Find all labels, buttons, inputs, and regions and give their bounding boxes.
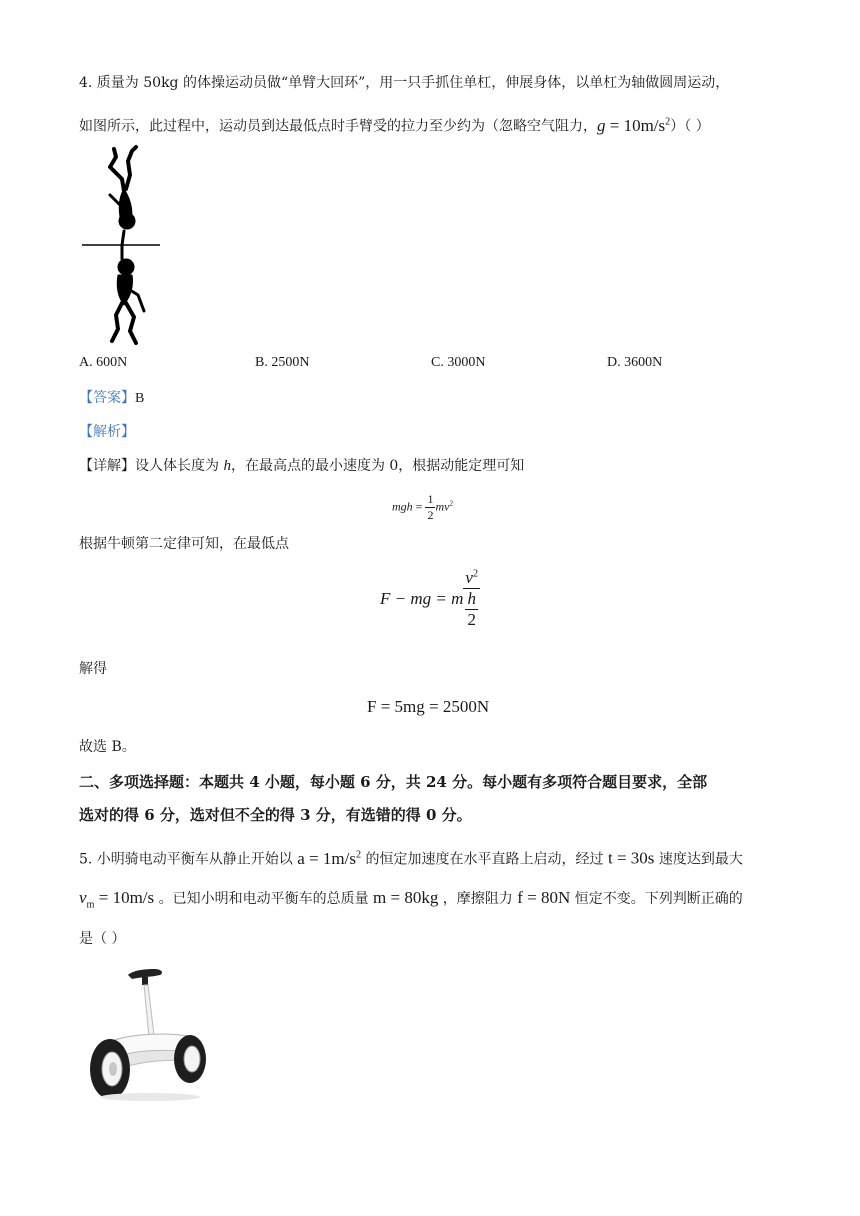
q5-l1-b: 的恒定加速度在水平直路上启动，经过 [361,851,608,868]
equation-energy [392,492,453,523]
option-b[interactable]: B. 2500N [255,355,310,370]
q4-line2-text: 如图所示，此过程中，运动员到达最低点时手臂受的拉力至少约为（忽略空气阻力， [79,118,597,135]
q4-line2 [79,112,710,137]
eq1-num: 1 [427,492,434,506]
eq1-right: mv [435,499,450,514]
eq2-v-exponent: 2 [472,568,479,580]
q4-line2-bracket: ）（ ） [670,118,710,135]
q5-vm: v [79,888,87,907]
q5-mass: m = 80kg [373,888,439,907]
q5-accel: a = 1m/s [297,848,356,868]
q5-l1-a: 5. 小明骑电动平衡车从静止开始以 [79,851,298,868]
option-d[interactable]: D. 3600N [607,355,663,370]
detail-text-post: ，在最高点的最小速度为 0，根据动能定理可知 [230,458,525,474]
q5-vm-value: = 10m/s [94,888,155,907]
detail-line [79,456,524,476]
eq2-two: 2 [467,610,476,629]
answer-line [79,388,144,409]
eq1-exponent: 2 [449,499,454,508]
equation-result: F = 5mg = 2500N [367,697,490,716]
section2-title-line2: 选对的得 6 分，选对但不全的得 3 分，有选错的得 0 分。 [79,806,472,824]
q4-line1: 4. 质量为 50kg 的体操运动员做“单臂大回环”，用一只手抓住单杠，伸展身体，以单杠为轴做圆周运动， [79,75,730,91]
g-value: = 10m/s [605,115,666,135]
newton-line: 根据牛顿第二定律可知，在最低点 [79,536,289,552]
g-exponent: 2 [665,116,671,127]
eq2-left: F − mg = m [380,589,464,608]
section2-title-line1: 二、多项选择题：本题共 4 小题，每小题 6 分，共 24 分。每小题有多项符合题目要求，全部 [79,773,708,791]
eq1-equals: = [412,499,426,514]
g-symbol: g [597,115,606,135]
gymnast-figure [80,145,162,345]
q5-l2-b: ，摩擦阻力 [438,891,518,907]
option-a[interactable]: A. 600N [79,355,128,370]
q5-l1-c: 速度达到最大 [654,851,743,868]
q5-friction: f = 80N [517,888,571,907]
eq1-left: mgh [392,499,413,514]
choose-line: 故选 B。 [79,739,136,755]
answer-label: 【答案】 [79,390,135,406]
answer-value: B [135,391,145,406]
q5-vm-sub: m [86,899,95,911]
detail-text-pre: 设人体长度为 [135,458,224,474]
q5-time: t = 30s [607,848,655,868]
q5-l2-a: 。已知小明和电动平衡车的总质量 [154,891,374,907]
q5-line2 [79,888,743,915]
balance-scooter [82,965,214,1103]
eq2-h: h [467,589,476,608]
detail-label: 【详解】 [79,458,135,474]
solve-line: 解得 [79,661,107,677]
eq2-v: v [465,568,473,587]
q5-line3: 是（ ） [79,931,126,947]
eq1-den: 2 [427,508,434,522]
q5-line1 [79,845,743,870]
q5-l2-c: 恒定不变。下列判断正确的 [570,891,743,907]
h-symbol: h [223,458,231,474]
option-c[interactable]: C. 3000N [431,355,486,370]
analysis-label: 【解析】 [79,424,135,440]
equation-newton [380,568,480,630]
q5-accel-exp: 2 [355,849,362,860]
